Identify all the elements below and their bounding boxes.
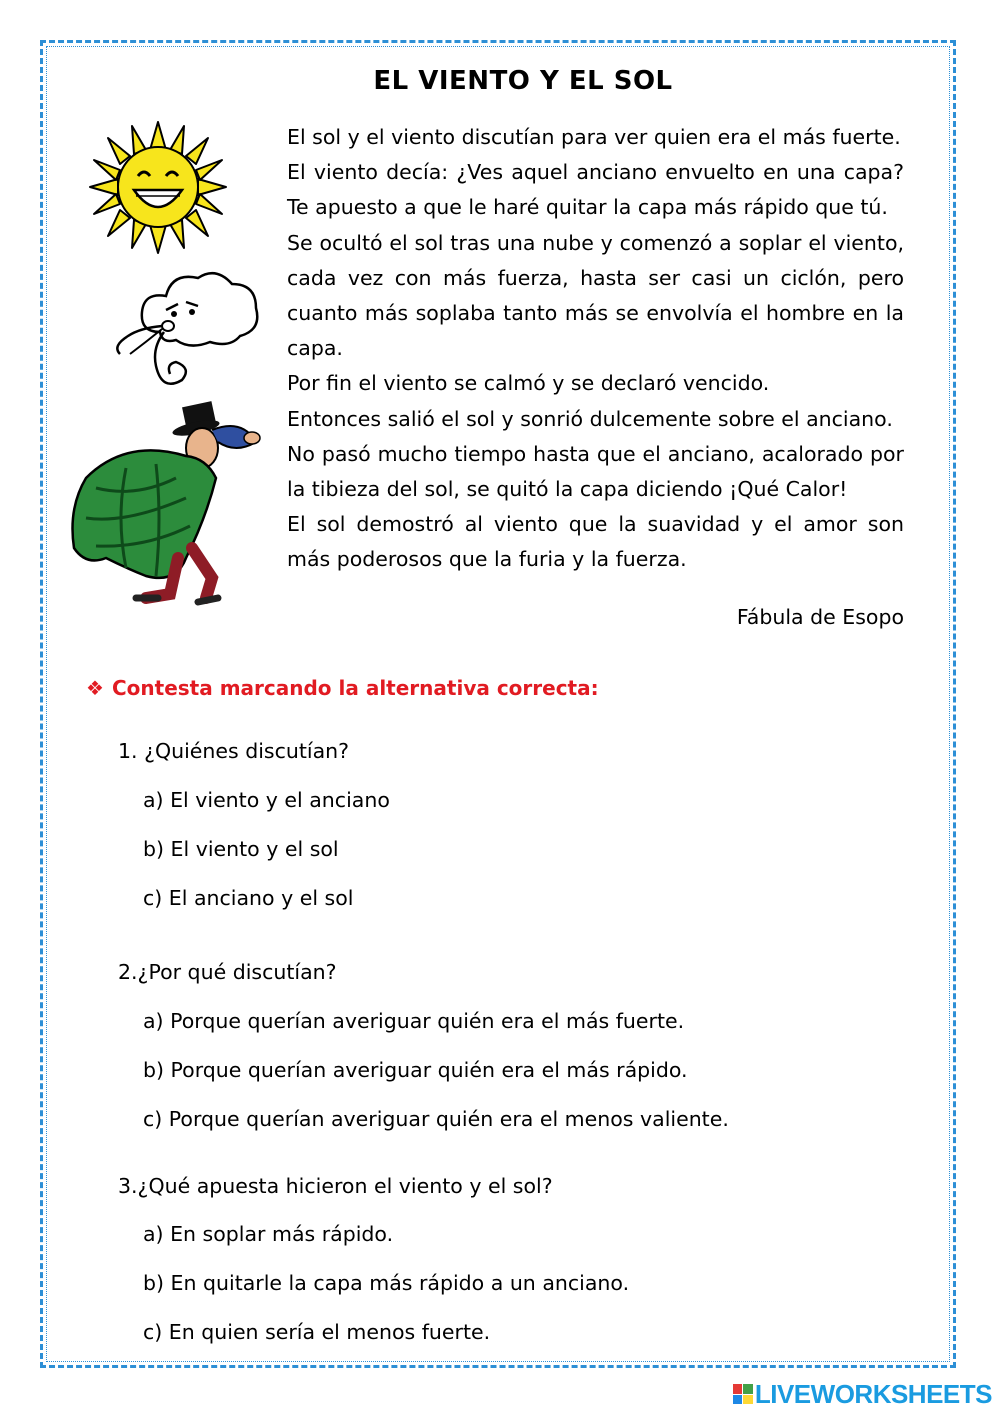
old-man-cape-illustration [66,398,266,608]
question-1-option-b[interactable]: b) El viento y el sol [143,837,339,861]
question-3-option-a[interactable]: a) En soplar más rápido. [143,1222,394,1246]
question-3-option-c[interactable]: c) En quien sería el menos fuerte. [143,1320,491,1344]
diamond-bullet-icon: ❖ [86,676,104,700]
liveworksheets-footer [733,1378,992,1410]
story-paragraph: El viento decía: ¿Ves aquel anciano envuelto en una capa? Te apuesto a que le haré quitar la capa más rápido que tú. [287,160,904,220]
story-paragraph: No pasó mucho tiempo hasta que el anciano, acalorado por la tibieza del sol, se quitó la capa diciendo ¡Qué Calor! [287,441,904,502]
story-paragraph: Por fin el viento se calmó y se declaró vencido. [287,371,770,396]
question-1-option-a[interactable]: a) El viento y el anciano [143,788,390,812]
instruction [86,676,599,700]
question-1-option-c[interactable]: c) El anciano y el sol [143,886,354,910]
story-paragraph: Se ocultó el sol tras una nube y comenzó a soplar el viento, cada vez con más fuerza, hasta ser casi un ciclón, pero cuanto más soplaba tanto más se envolvía el hombre en la capa. [287,230,904,361]
liveworksheets-brand: LIVEWORKSHEETS [754,1378,992,1409]
question-2-option-c[interactable]: c) Porque querían averiguar quién era el menos valiente. [143,1107,729,1131]
wind-cloud-illustration [100,262,265,402]
question-3: 3.¿Qué apuesta hicieron el viento y el sol? [118,1174,553,1198]
story-paragraph: El sol demostró al viento que la suavidad y el amor son más poderosos que la furia y la fuerza. [287,512,904,572]
question-1: 1. ¿Quiénes discutían? [118,739,350,763]
question-2-option-a[interactable]: a) Porque querían averiguar quién era el más fuerte. [143,1009,685,1033]
question-2-option-b[interactable]: b) Porque querían averiguar quién era el más rápido. [143,1058,688,1082]
question-2: 2.¿Por qué discutían? [118,960,337,984]
page-title: EL VIENTO Y EL SOL [373,66,673,96]
story-paragraph: El sol y el viento discutían para ver quien era el más fuerte. [287,125,901,149]
story-paragraph: Entonces salió el sol y sonrió dulcemente sobre el anciano. [287,406,893,431]
liveworksheets-logo-icon [733,1384,753,1404]
question-3-option-b[interactable]: b) En quitarle la capa más rápido a un anciano. [143,1271,630,1295]
instruction-text: Contesta marcando la alternativa correcta: [112,676,599,700]
story-text [287,120,904,578]
story-author: Fábula de Esopo [736,605,904,629]
sun-illustration [88,120,228,255]
